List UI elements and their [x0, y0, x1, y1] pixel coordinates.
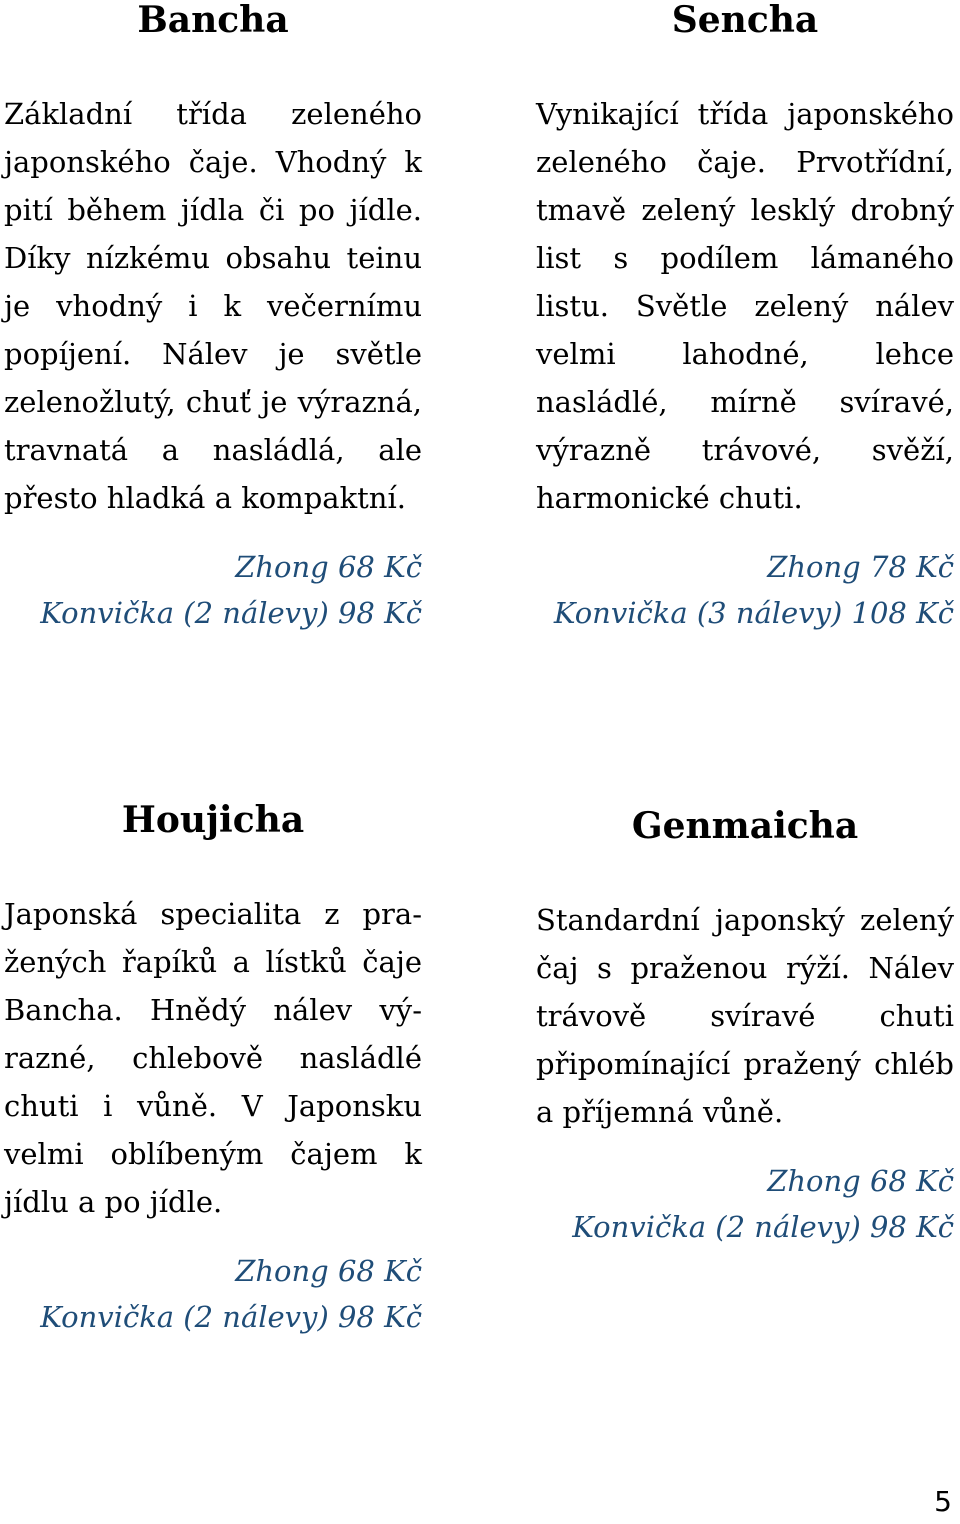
price-konvicka: Konvička (2 nálevy) 98 Kč: [572, 1210, 954, 1244]
price-konvicka: Konvička (2 nálevy) 98 Kč: [40, 596, 422, 630]
price-block: [536, 544, 954, 636]
tea-section-genmaicha: [536, 806, 954, 1250]
tea-title: Bancha: [137, 0, 289, 41]
tea-description: Vynikající třída japonského zeleného čaje. Prvotřídní, tmavě zelený lesklý drobný list s podílem lámaného listu. Světle zelený nálev velmi lahodné, lehce nasládlé, mírně svíravé, výrazně trávové, svěží, harmonické chuti.: [536, 97, 954, 515]
tea-section-bancha: [4, 0, 422, 636]
price-zhong: Zhong 68 Kč: [767, 1164, 954, 1198]
price-block: [4, 1248, 422, 1340]
price-zhong: Zhong 78 Kč: [767, 550, 954, 584]
price-zhong: Zhong 68 Kč: [235, 1254, 422, 1288]
price-konvicka: Konvička (3 nálevy) 108 Kč: [553, 596, 954, 630]
price-block: [536, 1158, 954, 1250]
price-konvicka: Konvička (2 nálevy) 98 Kč: [40, 1300, 422, 1334]
tea-description: Standardní japonský zelený čaj s praženou rýží. Nálev trávově svíravé chuti připomínající pražený chléb a příjemná vůně.: [536, 903, 954, 1129]
tea-title: Houjicha: [121, 799, 305, 841]
tea-section-houjicha: [4, 800, 422, 1340]
price-zhong: Zhong 68 Kč: [235, 550, 422, 584]
tea-description: Japonská specialita z pražených řapíků a lístků čaje Bancha. Hnědý nálev výrazné, chlebově nasládlé chuti i vůně. V Japonsku velmi oblíbeným čajem k jídlu a po jídle.: [4, 897, 422, 1219]
tea-section-sencha: [536, 0, 954, 636]
tea-title: Sencha: [671, 0, 819, 41]
price-block: [4, 544, 422, 636]
tea-description: Základní třída zeleného japonského čaje. Vhodný k pití během jídla či po jídle. Díky nízkému obsahu teinu je vhodný i k večernímu popíjení. Nálev je světle zelenožlutý, chuť je výrazná, travnatá a nasládlá, ale přesto hladká a kompaktní.: [4, 97, 422, 515]
page-number: 5: [934, 1485, 952, 1518]
tea-title: Genmaicha: [631, 805, 859, 847]
